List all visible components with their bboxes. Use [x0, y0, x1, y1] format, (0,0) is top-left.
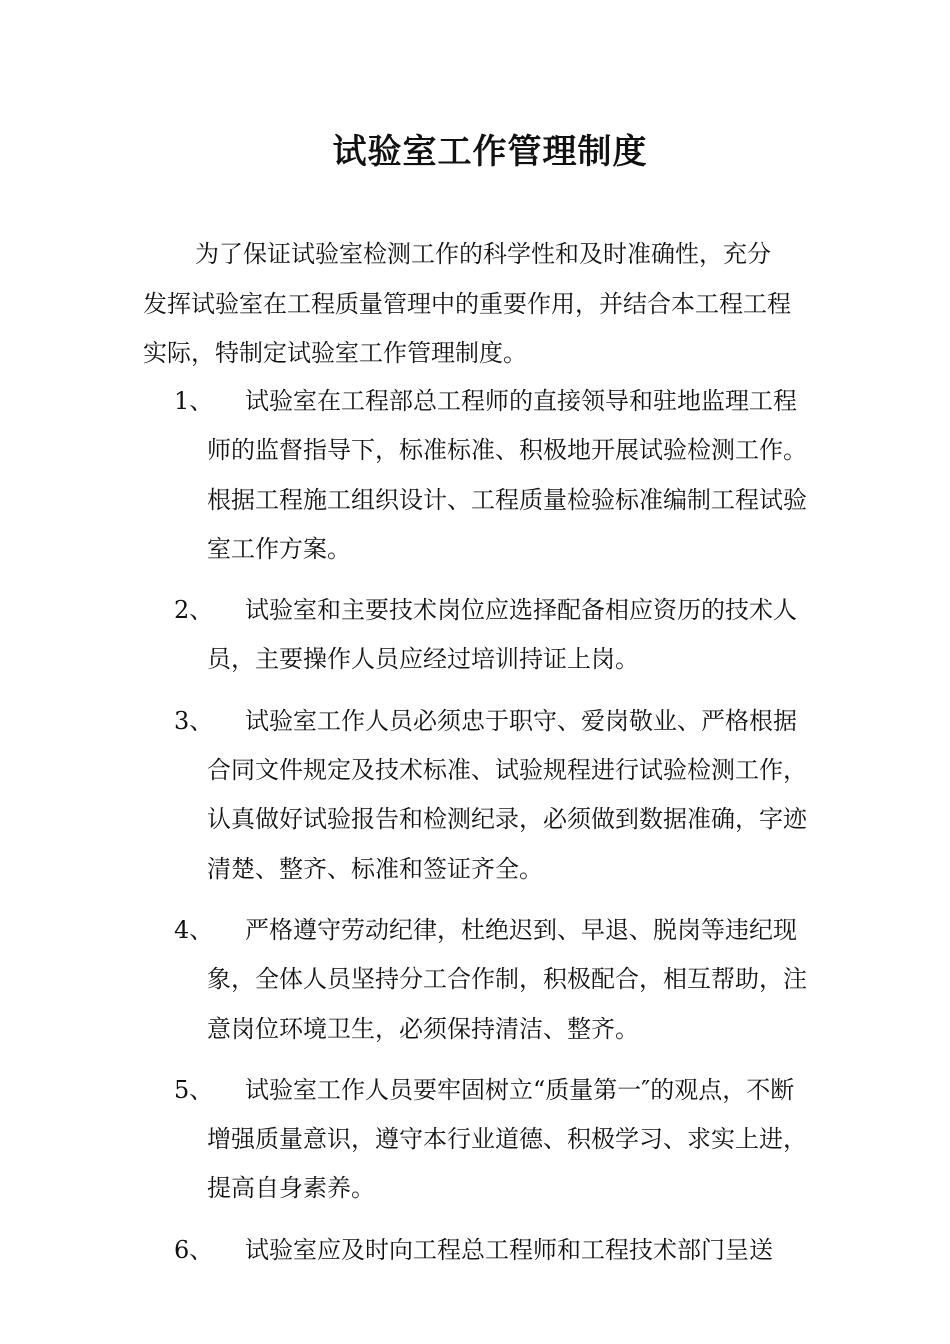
list-item-text: 严格遵守劳动纪律，杜绝迟到、早退、脱岗等违纪现象，全体人员坚持分工合作制，积极配合，相互帮助，注意岗位环境卫生，必须保持清洁、整齐。: [207, 915, 807, 1043]
list-item-text: 试验室在工程部总工程师的直接领导和驻地监理工程师的监督指导下，标准标准、积极地开展试验检测工作。根据工程施工组织设计、工程质量检验标准编制工程试验室工作方案。: [207, 387, 807, 563]
list-item-number: 3、: [174, 706, 214, 735]
list-item-number: 4、: [174, 915, 214, 944]
list-item-text: 试验室工作人员要牢固树立“质量第一″的观点，不断增强质量意识，遵守本行业道德、积极学习、求实上进，提高自身素养。: [207, 1075, 807, 1203]
list-item: [174, 1066, 814, 1214]
list-item-number: 1、: [174, 387, 214, 415]
list-item-number: 5、: [174, 1075, 214, 1104]
list-item: [174, 377, 814, 574]
intro-paragraph: 为了保证试验室检测工作的科学性和及时准确性，充分发挥试验室在工程质量管理中的重要作用，并结合本工程工程实际，特制定试验室工作管理制度。: [143, 240, 791, 367]
list-item-text: 试验室和主要技术岗位应选择配备相应资历的技术人员，主要操作人员应经过培训持证上岗。: [207, 596, 797, 674]
list-item-number: 2、: [174, 596, 214, 625]
document-title: 试验室工作管理制度: [332, 132, 648, 172]
list-item: [174, 1226, 814, 1275]
list-item: [174, 586, 814, 685]
list-item-text: 试验室工作人员必须忠于职守、爱岗敬业、严格根据合同文件规定及技术标准、试验规程进行试验检测工作，认真做好试验报告和检测纪录，必须做到数据准确，字迹清楚、整齐、标准和签证齐全。: [207, 706, 807, 883]
list-item-text: 试验室应及时向工程总工程师和工程技术部门呈送: [245, 1235, 773, 1264]
list-item: [174, 906, 814, 1054]
list-item-number: 6、: [174, 1235, 214, 1264]
rules-list: [174, 377, 814, 1287]
list-item: [174, 697, 814, 894]
